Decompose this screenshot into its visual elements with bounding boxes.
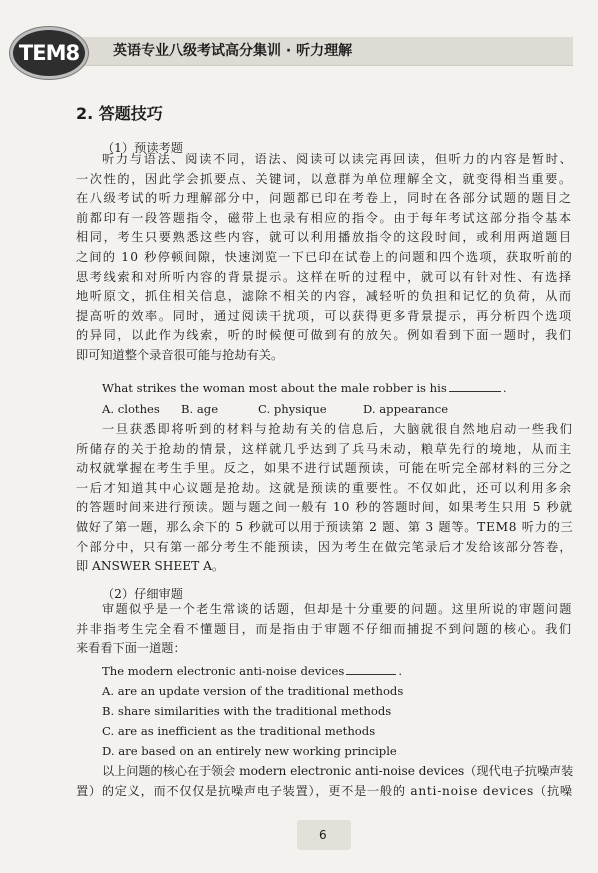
- paragraph-line: 前都印有一段答题指令，磁带上也录有相应的指令。由于每年考试这部分指令基本: [76, 210, 573, 225]
- header-title: 英语专业八级考试高分集训 · 听力理解: [113, 43, 353, 59]
- question-2-stem-text: The modern electronic anti-noise devices: [102, 664, 345, 678]
- paragraph-line: 提高听的效率。同时，通过阅读干扰项，可以获得更多背景提示，再分析四个选项: [76, 308, 573, 323]
- question-1-stem-text: What strikes the woman most about the male robber is his: [102, 381, 447, 395]
- paragraph-line: 的异同，以此作为线索，听的时候便可做到有的放矢。例如看到下面一题时，我们: [76, 328, 573, 343]
- paragraph-line: 动权就掌握在考生手里。反之，如果不进行试题预读，可能在听完全部材料的三分之: [76, 461, 573, 476]
- page-number: 6: [319, 828, 327, 842]
- question-2-option-c: C. are as inefficient as the traditional methods: [102, 724, 376, 738]
- section-heading: 2. 答题技巧: [76, 104, 163, 123]
- paragraph-line: 即 ANSWER SHEET A。: [76, 559, 225, 574]
- answer-blank: [346, 663, 396, 675]
- question-2-option-d: D. are based on an entirely new working principle: [102, 744, 397, 758]
- question-1-option-c: C. physique: [258, 402, 327, 416]
- paragraph-line: 一后才知道其中心议题是抢劫。这就是预读的重要性。不仅如此，还可以利用多余: [76, 480, 573, 495]
- question-1-stem: [102, 380, 507, 397]
- question-2-stem: [102, 663, 402, 680]
- tem8-badge: TEM8: [10, 27, 88, 79]
- paragraph-line: 即可知道整个录音很可能与抢劫有关。: [76, 348, 284, 362]
- answer-blank: [449, 380, 501, 392]
- question-1-option-d: D. appearance: [363, 402, 449, 416]
- paragraph-line: 之间的 10 秒停顿间隙，快速浏览一下已印在试卷上的问题和四个选项，获取听前的: [76, 250, 574, 264]
- subsection-heading: （2）仔细审题: [102, 587, 183, 601]
- question-1-option-b: B. age: [181, 402, 219, 416]
- paragraph-line: 听力与语法、阅读不同，语法、阅读可以读完再回读，但听力的内容是暂时、: [102, 152, 574, 166]
- question-2-stem-end: .: [398, 664, 403, 678]
- paragraph-line: 一次性的，因此学会抓要点、关键词，以意群为单位理解全文，就变得相当重要。: [76, 171, 573, 186]
- question-2-option-a: A. are an update version of the traditional methods: [102, 684, 404, 698]
- paragraph-line: 相同，考生只要熟悉这些内容，就可以利用播放指令的这段时间，或利用两道题目: [76, 230, 573, 245]
- paragraph-line: 思考线索和对所听内容的背景提示。这样在听的过程中，就可以有针对性、有选择: [76, 269, 573, 284]
- paragraph-line: 来看看下面一道题：: [76, 641, 186, 656]
- paragraph-line: 所储存的关于抢劫的情景，这样就几乎达到了兵马未动，粮草先行的境地，从而主: [76, 441, 573, 456]
- paragraph-line: 以上问题的核心在于领会 modern electronic anti-noise devices（现代电子抗噪声装: [102, 764, 574, 778]
- paragraph-line: 在八级考试的听力理解部分中，问题都已印在考卷上，同时在各部分试题的题目之: [76, 191, 573, 206]
- subsection-heading: （1）预读考题: [102, 141, 183, 155]
- paragraph-line: 的答题时间来进行预读。题与题之间一般有 10 秒的答题时间，如果考生只用 5 秒就: [76, 500, 574, 515]
- paragraph-line: 个部分中，只有第一部分考生不能预读，因为考生在做完笔录后才发给该部分答卷，: [76, 539, 573, 554]
- question-2-option-b: B. share similarities with the traditional methods: [102, 704, 392, 718]
- question-1-option-a: A. clothes: [102, 402, 160, 416]
- question-1-stem-end: .: [502, 381, 507, 395]
- paragraph-line: 地听原文，抓住相关信息，滤除不相关的内容，减轻听的负担和记忆的负荷，从而: [76, 289, 573, 304]
- paragraph-line: 置）的定义，而不仅仅是抗噪声电子装置），更不是一般的 anti-noise devices（抗噪: [76, 783, 573, 798]
- paragraph-line: 并非指考生完全看不懂题目，而是指由于审题不仔细而捕捉不到问题的核心。我们: [76, 621, 573, 636]
- paragraph-line: 一旦获悉即将听到的材料与抢劫有关的信息后，大脑就很自然地启动一些我们: [102, 422, 574, 436]
- paragraph-line: 做好了第一题，那么余下的 5 秒就可以用于预读第 2 题、第 3 题等。TEM8 听力的三: [76, 520, 574, 534]
- paragraph-line: 审题似乎是一个老生常谈的话题，但却是十分重要的问题。这里所说的审题问题: [102, 602, 573, 616]
